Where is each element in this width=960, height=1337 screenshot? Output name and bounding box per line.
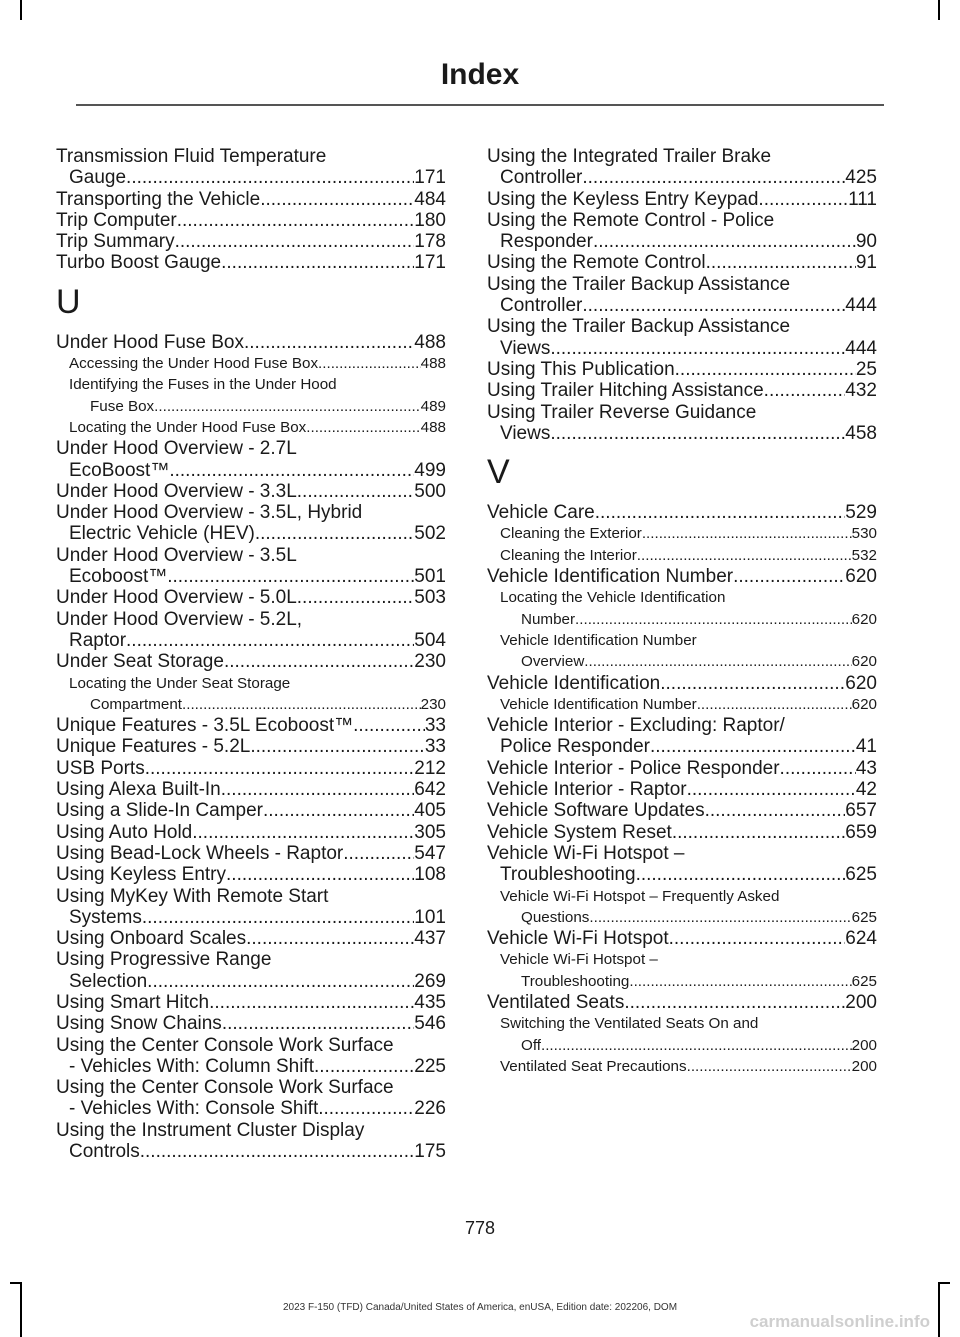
entry-page-number[interactable]: 175	[414, 1141, 446, 1163]
dot-leader	[582, 295, 845, 316]
entry-page-number[interactable]: 488	[414, 331, 446, 353]
dot-leader	[209, 992, 414, 1013]
index-entry[interactable]	[487, 566, 877, 587]
entry-page-number[interactable]: 230	[420, 695, 446, 713]
entry-title: Trip Summary	[56, 231, 175, 253]
index-entry[interactable]	[56, 1013, 446, 1034]
dot-leader	[145, 758, 415, 779]
dot-leader	[705, 800, 846, 821]
index-entry[interactable]	[56, 715, 446, 736]
entry-title: - Vehicles With: Console Shift	[69, 1098, 319, 1120]
dot-leader	[675, 359, 856, 380]
entry-title: Turbo Boost Gauge	[56, 252, 222, 274]
index-entry-text: Vehicle Wi-Fi Hotspot –	[500, 951, 658, 969]
entry-title: Using Auto Hold	[56, 821, 193, 843]
index-entry-text: Using the Trailer Backup Assistance	[487, 316, 791, 338]
index-entry[interactable]	[487, 359, 877, 380]
entry-title: Controls	[69, 1141, 140, 1163]
index-entry[interactable]	[56, 460, 446, 481]
index-subentry[interactable]	[56, 694, 446, 715]
dot-leader	[687, 1056, 852, 1077]
entry-title: Using Trailer Hitching Assistance	[487, 380, 764, 402]
index-entry[interactable]	[56, 864, 446, 885]
entry-page-number[interactable]: 444	[845, 337, 877, 359]
entry-title: Using the Remote Control	[487, 252, 706, 274]
index-column-left	[56, 146, 446, 1162]
entry-title: Views	[500, 337, 551, 359]
dot-leader	[126, 167, 414, 188]
entry-page-number[interactable]: 180	[414, 209, 446, 231]
entry-page-number[interactable]: 625	[851, 908, 877, 926]
entry-page-number[interactable]: 532	[851, 546, 877, 564]
entry-title: Number	[521, 610, 576, 628]
entry-title: Troubleshooting	[500, 864, 636, 886]
entry-page-number[interactable]: 111	[848, 188, 877, 210]
entry-title: Unique Features - 5.2L	[56, 736, 251, 758]
page-number: 778	[464, 1218, 496, 1238]
entry-title: Vehicle Identification	[487, 672, 661, 694]
entry-title: Raptor	[69, 629, 127, 651]
index-entry[interactable]	[487, 338, 877, 359]
entry-title: Under Hood Fuse Box	[56, 331, 244, 353]
index-subentry[interactable]	[487, 1056, 877, 1077]
dot-leader	[255, 523, 414, 544]
dot-leader	[687, 779, 856, 800]
dot-leader	[706, 252, 856, 273]
entry-page-number[interactable]: 625	[845, 864, 877, 886]
entry-page-number[interactable]: 33	[424, 736, 446, 758]
index-entry-text: Vehicle Interior - Excluding: Raptor/	[487, 715, 785, 737]
entry-title: Vehicle Software Updates	[487, 800, 705, 822]
dot-leader	[297, 587, 415, 608]
crop-mark-top-left	[20, 0, 22, 20]
entry-title: Using Bead-Lock Wheels - Raptor	[56, 842, 344, 864]
dot-leader	[758, 189, 848, 210]
index-entry[interactable]	[487, 502, 877, 523]
entry-title: Under Seat Storage	[56, 651, 224, 673]
entry-title: Views	[500, 422, 551, 444]
header-divider	[76, 104, 884, 106]
dot-leader	[733, 566, 845, 587]
dot-leader	[140, 1141, 415, 1162]
entry-page-number[interactable]: 91	[855, 252, 877, 274]
index-entry[interactable]	[487, 423, 877, 444]
entry-page-number[interactable]: 101	[414, 906, 446, 928]
index-entry[interactable]	[487, 252, 877, 273]
index-entry-text: Using Progressive Range	[56, 949, 272, 971]
entry-page-number[interactable]: 212	[414, 757, 446, 779]
entry-page-number[interactable]: 502	[414, 523, 446, 545]
entry-title: Using a Slide-In Camper	[56, 800, 263, 822]
entry-page-number[interactable]: 41	[855, 736, 877, 758]
entry-page-number[interactable]: 620	[851, 695, 877, 713]
dot-leader	[224, 651, 414, 672]
dot-leader	[660, 673, 845, 694]
entry-page-number[interactable]: 42	[855, 779, 877, 801]
index-entry[interactable]	[56, 1098, 446, 1119]
entry-page-number[interactable]: 488	[420, 418, 446, 436]
index-subentry[interactable]	[56, 353, 446, 374]
index-entry-text: Under Hood Overview - 3.5L	[56, 544, 297, 566]
entry-page-number[interactable]: 546	[414, 1013, 446, 1035]
entry-page-number[interactable]: 547	[414, 842, 446, 864]
index-entry[interactable]	[56, 231, 446, 252]
entry-title: EcoBoost™	[69, 459, 170, 481]
dot-leader	[182, 694, 421, 715]
index-entry-text: Under Hood Overview - 5.2L,	[56, 608, 303, 630]
index-entry[interactable]	[56, 907, 446, 928]
entry-title: Cleaning the Interior	[500, 546, 637, 564]
dot-leader	[244, 332, 414, 353]
index-entry-text: Under Hood Overview - 3.5L, Hybrid	[56, 502, 363, 524]
index-entry[interactable]	[487, 928, 877, 949]
index-entry[interactable]	[56, 992, 446, 1013]
entry-title: Under Hood Overview - 3.3L	[56, 480, 297, 502]
entry-title: Systems	[69, 906, 142, 928]
entry-page-number[interactable]: 620	[845, 672, 877, 694]
entry-title: Fuse Box	[90, 397, 155, 415]
index-entry[interactable]	[56, 928, 446, 949]
dot-leader	[169, 460, 414, 481]
index-column-right	[487, 146, 877, 1077]
index-entry-text: Locating the Under Seat Storage	[69, 674, 291, 692]
entry-page-number[interactable]: 405	[414, 800, 446, 822]
index-subentry[interactable]	[487, 1035, 877, 1056]
index-entry-text: Transmission Fluid Temperature	[56, 146, 327, 167]
watermark: carmanualsonline.info	[749, 1312, 930, 1331]
index-entry[interactable]	[487, 779, 877, 800]
entry-page-number[interactable]: 43	[855, 757, 877, 779]
entry-page-number[interactable]: 530	[851, 525, 877, 543]
entry-title: Using Alexa Built-In	[56, 779, 221, 801]
entry-title: Cleaning the Exterior	[500, 525, 642, 543]
dot-leader	[222, 1013, 414, 1034]
index-entry[interactable]	[56, 252, 446, 273]
index-entry[interactable]	[56, 971, 446, 992]
index-entry-text: Using the Center Console Work Surface	[56, 1077, 394, 1099]
entry-page-number[interactable]: 488	[420, 355, 446, 373]
dot-leader	[167, 566, 414, 587]
dot-leader	[541, 1035, 852, 1056]
dot-leader	[629, 971, 851, 992]
index-entry[interactable]	[487, 800, 877, 821]
entry-page-number[interactable]: 458	[845, 422, 877, 444]
entry-title: Questions	[521, 908, 590, 926]
entry-title: Using Keyless Entry	[56, 864, 227, 886]
dot-leader	[297, 481, 415, 502]
dot-leader	[175, 231, 415, 252]
entry-page-number[interactable]: 501	[414, 566, 446, 588]
dot-leader	[343, 843, 414, 864]
entry-page-number[interactable]: 500	[414, 480, 446, 502]
dot-leader	[221, 779, 415, 800]
page-title: Index	[440, 58, 520, 91]
index-entry-text: Vehicle Wi-Fi Hotspot –	[487, 842, 685, 864]
dot-leader	[306, 417, 420, 438]
entry-title: Ventilated Seat Precautions	[500, 1057, 687, 1075]
entry-page-number[interactable]: 435	[414, 991, 446, 1013]
entry-title: Using Snow Chains	[56, 1013, 222, 1035]
index-entry[interactable]	[56, 523, 446, 544]
index-subentry[interactable]	[56, 417, 446, 438]
index-entry[interactable]	[56, 587, 446, 608]
entry-page-number[interactable]: 200	[851, 1036, 877, 1054]
entry-page-number[interactable]: 225	[414, 1055, 446, 1077]
entry-page-number[interactable]: 230	[414, 651, 446, 673]
index-entry[interactable]	[56, 800, 446, 821]
dot-leader	[582, 167, 845, 188]
entry-page-number[interactable]: 642	[414, 779, 446, 801]
entry-page-number[interactable]: 620	[851, 653, 877, 671]
entry-title: - Vehicles With: Column Shift	[69, 1055, 314, 1077]
dot-leader	[624, 992, 845, 1013]
entry-title: Using the Keyless Entry Keypad	[487, 188, 759, 210]
index-entry[interactable]	[56, 758, 446, 779]
index-entry[interactable]	[56, 779, 446, 800]
entry-page-number[interactable]: 33	[424, 715, 446, 737]
index-subentry[interactable]	[487, 545, 877, 566]
index-entry-text: Using the Instrument Cluster Display	[56, 1119, 365, 1141]
index-entry[interactable]	[487, 822, 877, 843]
entry-page-number[interactable]: 25	[855, 358, 877, 380]
index-subentry[interactable]	[487, 971, 877, 992]
entry-page-number[interactable]: 504	[414, 629, 446, 651]
dot-leader	[575, 609, 852, 630]
index-entry[interactable]	[56, 651, 446, 672]
dot-leader	[250, 736, 425, 757]
index-entry[interactable]	[56, 167, 446, 188]
entry-page-number[interactable]: 620	[845, 566, 877, 588]
entry-title: Police Responder	[500, 736, 650, 758]
dot-leader	[154, 396, 421, 417]
entry-title: Unique Features - 3.5L Ecoboost™	[56, 715, 354, 737]
dot-leader	[672, 822, 845, 843]
dot-leader	[637, 545, 852, 566]
entry-title: Using Smart Hitch	[56, 991, 210, 1013]
entry-page-number[interactable]: 489	[420, 397, 446, 415]
entry-title: Vehicle Interior - Police Responder	[487, 757, 780, 779]
dot-leader	[147, 971, 414, 992]
index-entry-text: Using the Trailer Backup Assistance	[487, 273, 791, 295]
entry-title: Gauge	[69, 167, 127, 189]
index-entry[interactable]	[56, 332, 446, 353]
index-entry[interactable]	[56, 736, 446, 757]
entry-title: Vehicle Wi-Fi Hotspot	[487, 928, 669, 950]
index-entry[interactable]	[487, 758, 877, 779]
entry-title: Responder	[500, 231, 593, 253]
index-entry[interactable]	[56, 210, 446, 231]
entry-title: Electric Vehicle (HEV)	[69, 523, 255, 545]
index-entry[interactable]	[487, 380, 877, 401]
entry-title: Transporting the Vehicle	[56, 188, 261, 210]
entry-title: Trip Computer	[56, 209, 177, 231]
entry-title: Vehicle Interior - Raptor	[487, 779, 687, 801]
index-entry-text: Identifying the Fuses in the Under Hood	[69, 376, 337, 394]
dot-leader	[318, 353, 421, 374]
index-entry[interactable]	[56, 630, 446, 651]
index-entry[interactable]	[56, 1141, 446, 1162]
entry-page-number[interactable]: 503	[414, 587, 446, 609]
entry-title: Overview	[521, 653, 585, 671]
dot-leader	[550, 338, 845, 359]
entry-title: Vehicle System Reset	[487, 821, 672, 843]
dot-leader	[642, 523, 852, 544]
dot-leader	[226, 864, 414, 885]
dot-leader	[595, 502, 846, 523]
entry-title: USB Ports	[56, 757, 145, 779]
dot-leader	[314, 1056, 414, 1077]
entry-title: Vehicle Identification Number	[487, 566, 734, 588]
index-letter-heading: U	[56, 282, 81, 321]
entry-page-number[interactable]: 305	[414, 821, 446, 843]
entry-page-number[interactable]: 625	[851, 972, 877, 990]
index-entry-text: Using the Center Console Work Surface	[56, 1034, 394, 1056]
dot-leader	[780, 758, 856, 779]
index-subentry[interactable]	[56, 396, 446, 417]
entry-title: Compartment	[90, 695, 183, 713]
index-entry-text: Using the Remote Control - Police	[487, 209, 775, 231]
index-entry-text: Switching the Ventilated Seats On and	[500, 1015, 759, 1033]
index-entry[interactable]	[487, 736, 877, 757]
index-subentry[interactable]	[487, 907, 877, 928]
dot-leader	[353, 715, 425, 736]
entry-page-number[interactable]: 659	[845, 821, 877, 843]
index-entry[interactable]	[487, 864, 877, 885]
index-letter-heading: V	[487, 453, 510, 492]
entry-page-number[interactable]: 432	[845, 380, 877, 402]
entry-title: Off	[521, 1036, 541, 1054]
entry-page-number[interactable]: 171	[414, 252, 446, 274]
dot-leader	[263, 800, 414, 821]
entry-page-number[interactable]: 90	[855, 231, 877, 253]
entry-title: Troubleshooting	[521, 972, 630, 990]
entry-title: Controller	[500, 295, 583, 317]
dot-leader	[550, 423, 845, 444]
crop-mark-top-right	[938, 0, 940, 20]
entry-title: Selection	[69, 970, 148, 992]
dot-leader	[246, 928, 414, 949]
entry-page-number[interactable]: 620	[851, 610, 877, 628]
entry-page-number[interactable]: 200	[851, 1057, 877, 1075]
index-entry[interactable]	[487, 673, 877, 694]
dot-leader	[584, 651, 851, 672]
dot-leader	[697, 694, 852, 715]
entry-title: Using This Publication	[487, 358, 675, 380]
index-entry[interactable]	[56, 189, 446, 210]
entry-page-number[interactable]: 499	[414, 459, 446, 481]
dot-leader	[126, 630, 414, 651]
entry-page-number[interactable]: 437	[414, 928, 446, 950]
entry-title: Controller	[500, 167, 583, 189]
dot-leader	[636, 864, 846, 885]
entry-page-number[interactable]: 178	[414, 231, 446, 253]
index-entry-text: Vehicle Identification Number	[500, 631, 697, 649]
index-entry-text: Vehicle Wi-Fi Hotspot – Frequently Asked	[500, 887, 780, 905]
dot-leader	[589, 907, 851, 928]
entry-page-number[interactable]: 171	[414, 167, 446, 189]
index-entry[interactable]	[487, 992, 877, 1013]
index-entry[interactable]	[487, 189, 877, 210]
dot-leader	[142, 907, 414, 928]
footer-edition: 2023 F-150 (TFD) Canada/United States of America, enUSA, Edition date: 202206, DOM	[282, 1302, 678, 1313]
index-entry-text: Using MyKey With Remote Start	[56, 885, 329, 907]
entry-page-number[interactable]: 529	[845, 502, 877, 524]
entry-page-number[interactable]: 425	[845, 167, 877, 189]
entry-title: Vehicle Identification Number	[500, 695, 697, 713]
index-entry-text: Using the Integrated Trailer Brake	[487, 146, 772, 167]
index-entry[interactable]	[56, 1056, 446, 1077]
entry-title: Accessing the Under Hood Fuse Box	[69, 355, 319, 373]
index-entry[interactable]	[487, 295, 877, 316]
entry-page-number[interactable]: 484	[414, 188, 446, 210]
index-entry-text: Locating the Vehicle Identification	[500, 589, 726, 607]
entry-page-number[interactable]: 200	[845, 991, 877, 1013]
entry-title: Vehicle Care	[487, 502, 595, 524]
entry-title: Using Onboard Scales	[56, 928, 247, 950]
index-entry-text: Under Hood Overview - 2.7L	[56, 438, 297, 460]
entry-page-number[interactable]: 657	[845, 800, 877, 822]
dot-leader	[177, 210, 415, 231]
entry-page-number[interactable]: 444	[845, 295, 877, 317]
entry-title: Ecoboost™	[69, 566, 168, 588]
entry-page-number[interactable]: 108	[414, 864, 446, 886]
index-entry[interactable]	[56, 481, 446, 502]
entry-page-number[interactable]: 269	[414, 970, 446, 992]
index-entry[interactable]	[56, 843, 446, 864]
dot-leader	[650, 736, 856, 757]
dot-leader	[260, 189, 414, 210]
index-entry[interactable]	[487, 167, 877, 188]
index-entry[interactable]	[56, 822, 446, 843]
dot-leader	[764, 380, 846, 401]
dot-leader	[192, 822, 414, 843]
index-entry-text: Using Trailer Reverse Guidance	[487, 401, 757, 423]
entry-title: Locating the Under Hood Fuse Box	[69, 418, 307, 436]
dot-leader	[593, 231, 856, 252]
entry-title: Ventilated Seats	[487, 991, 625, 1013]
index-entry[interactable]	[56, 566, 446, 587]
index-subentry[interactable]	[487, 694, 877, 715]
index-subentry[interactable]	[487, 651, 877, 672]
dot-leader	[669, 928, 846, 949]
index-subentry[interactable]	[487, 523, 877, 544]
entry-page-number[interactable]: 624	[845, 928, 877, 950]
dot-leader	[221, 252, 414, 273]
entry-page-number[interactable]: 226	[414, 1098, 446, 1120]
entry-title: Under Hood Overview - 5.0L	[56, 587, 297, 609]
index-entry[interactable]	[487, 231, 877, 252]
dot-leader	[318, 1098, 414, 1119]
index-subentry[interactable]	[487, 609, 877, 630]
